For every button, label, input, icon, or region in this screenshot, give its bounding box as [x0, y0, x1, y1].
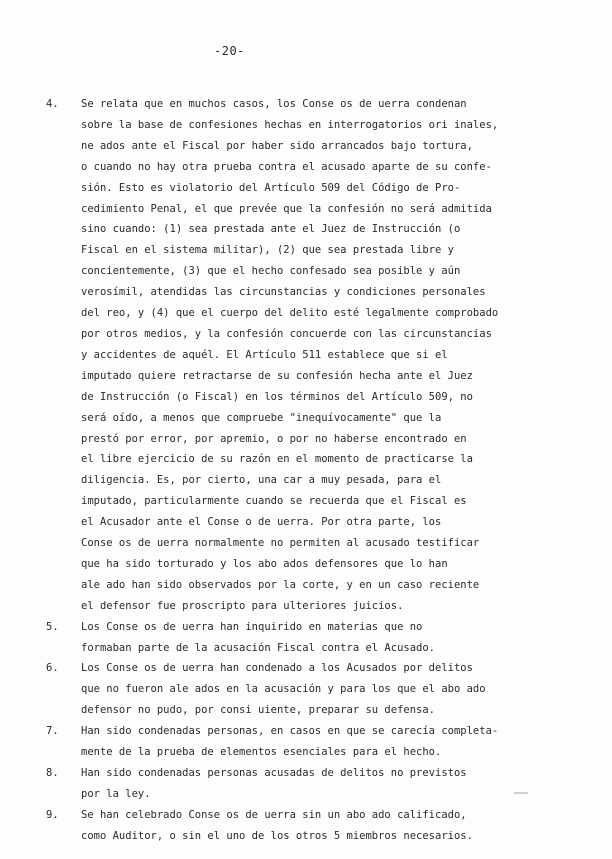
item-number: 9.: [46, 808, 59, 821]
list-item: [46, 94, 566, 617]
text-line: por otros medios, y la confesión concuerde con las circunstancias: [81, 327, 492, 340]
text-line: imputado quiere retractarse de su confesión hecha ante el Juez: [81, 369, 473, 382]
text-line: ale ado han sido observados por la corte, y en un caso reciente: [81, 578, 480, 591]
item-number: 6.: [46, 662, 59, 675]
text-line: cedimiento Penal, el que prevée que la confesión no será admitida: [81, 202, 492, 215]
text-line: que ha sido torturado y los abo ados defensores que lo han: [81, 557, 448, 570]
item-text: [81, 763, 551, 805]
item-text: [81, 617, 551, 659]
text-line: Los Conse os de uerra han condenado a los Acusados por delitos: [81, 662, 473, 675]
item-number: 5.: [46, 620, 59, 633]
item-number: 4.: [46, 98, 59, 110]
text-line: mente de la prueba de elementos esenciales para el hecho.: [81, 746, 442, 759]
item-number: 8.: [46, 767, 59, 779]
text-line: Fiscal en el sistema militar), (2) que sea prestada libre y: [81, 244, 454, 257]
text-line: como Auditor, o sin el uno de los otros 5 miembros necesarios.: [81, 829, 473, 842]
list-item: [46, 658, 566, 721]
text-line: Los Conse os de uerra han inquirido en materias que no: [81, 620, 423, 633]
text-line: y accidentes de aquél. El Artículo 511 establece que si el: [81, 348, 448, 361]
list-item: [46, 805, 566, 847]
text-line: sobre la base de confesiones hechas en interrogatorios ori inales,: [81, 118, 499, 131]
item-text: [81, 721, 551, 763]
text-line: Conse os de uerra normalmente no permiten al acusado testificar: [81, 537, 480, 550]
text-line: o cuando no hay otra prueba contra el acusado aparte de su confe-: [81, 160, 492, 173]
scan-mark: [514, 792, 528, 794]
text-line: Se han celebrado Conse os de uerra sin un abo ado calificado,: [81, 808, 467, 821]
text-line: Se relata que en muchos casos, los Conse os de uerra condenan: [81, 98, 467, 110]
text-line: concientemente, (3) que el hecho confesado sea posible y aún: [81, 265, 461, 278]
text-line: diligencia. Es, por cierto, una car a muy pesada, para el: [81, 474, 442, 487]
numbered-list: [46, 94, 566, 847]
page-number: -20-: [214, 44, 245, 58]
text-line: por la ley.: [81, 787, 151, 800]
text-line: el Acusador ante el Conse o de uerra. Por otra parte, los: [81, 516, 442, 529]
text-line: sión. Esto es violatorio del Artículo 509 del Código de Pro-: [81, 181, 461, 194]
text-line: ne ados ante el Fiscal por haber sido arrancados bajo tortura,: [81, 139, 473, 152]
list-item: [46, 721, 566, 763]
item-number: 7.: [46, 725, 59, 738]
text-line: verosímil, atendidas las circunstancias y condiciones personales: [81, 286, 486, 299]
text-line: Han sido condenadas personas acusadas de delitos no previstos: [81, 767, 467, 779]
list-item: [46, 763, 566, 805]
text-line: Han sido condenadas personas, en casos en que se carecía completa-: [81, 725, 499, 738]
item-text: [81, 805, 551, 847]
text-line: el libre ejercicio de su razón en el momento de practicarse la: [81, 453, 473, 466]
text-line: defensor no pudo, por consi uiente, preparar su defensa.: [81, 704, 436, 717]
text-line: de Instrucción (o Fiscal) en los términos del Artículo 509, no: [81, 390, 473, 403]
item-text: [81, 658, 551, 721]
text-line: formaban parte de la acusación Fiscal contra el Acusado.: [81, 641, 436, 654]
text-line: el defensor fue proscripto para ulteriores juicios.: [81, 599, 404, 612]
item-text: [81, 94, 551, 617]
text-line: imputado, particularmente cuando se recuerda que el Fiscal es: [81, 495, 467, 508]
list-item: [46, 617, 566, 659]
text-line: prestó por error, por apremio, o por no haberse encontrado en: [81, 432, 467, 445]
text-line: que no fueron ale ados en la acusación y para los que el abo ado: [81, 683, 486, 696]
text-line: sino cuando: (1) sea prestada ante el Juez de Instrucción (o: [81, 223, 461, 236]
text-line: será oído, a menos que compruebe "inequívocamente" que la: [81, 411, 442, 424]
text-line: del reo, y (4) que el cuerpo del delito esté legalmente comprobado: [81, 307, 499, 320]
